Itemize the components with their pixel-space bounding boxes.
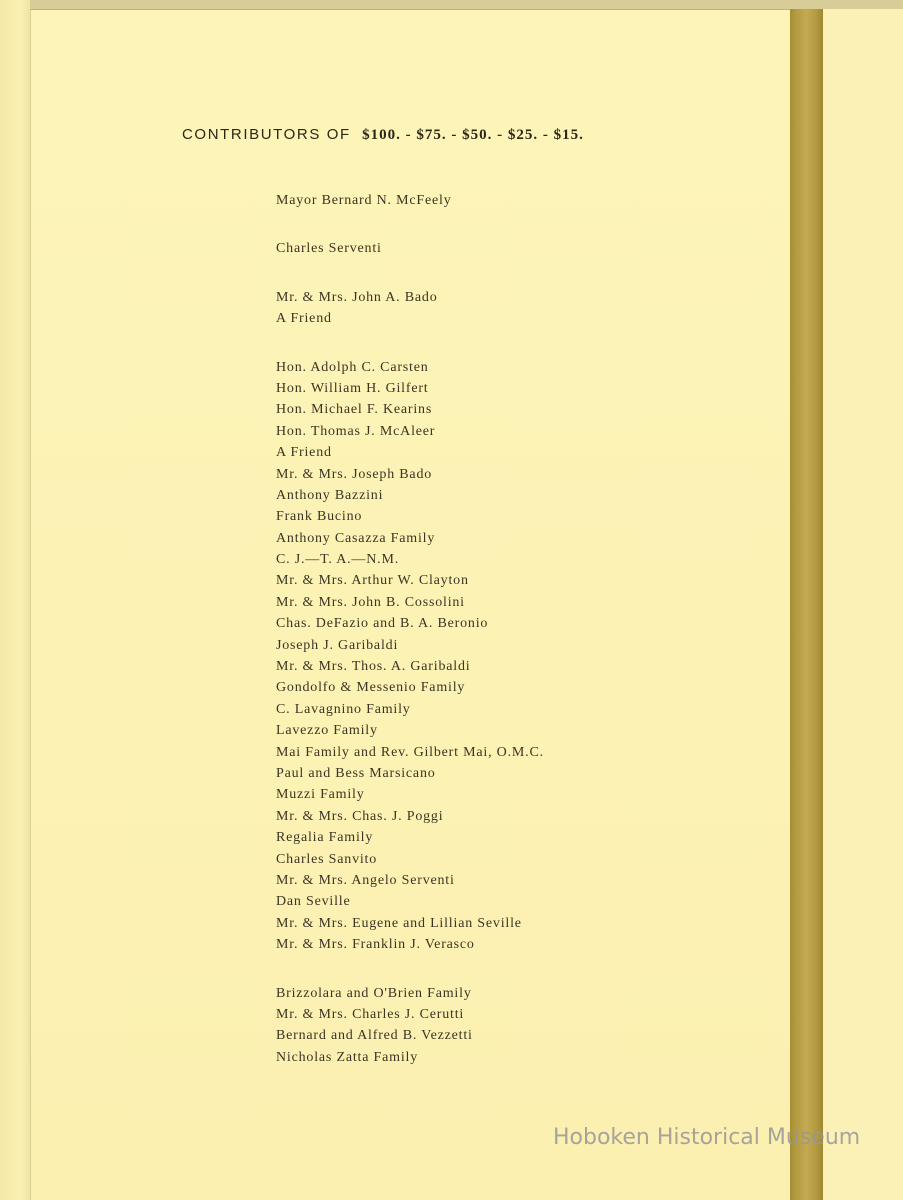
contributor-name: Gondolfo & Messenio Family	[276, 680, 466, 696]
contributor-group	[276, 190, 776, 211]
page-top-edge	[30, 0, 903, 10]
contributor-name: Hon. Thomas J. McAleer	[276, 423, 436, 439]
contributor-name: A Friend	[276, 311, 332, 327]
contributor-name: Brizzolara and O'Brien Family	[276, 985, 472, 1001]
contributor-name: C. J.—T. A.—N.M.	[276, 552, 399, 568]
contributor-name: Muzzi Family	[276, 787, 365, 803]
page-binding-edge	[0, 0, 31, 1200]
gold-decorative-band	[790, 9, 823, 1200]
contributor-name: Charles Sanvito	[276, 851, 378, 867]
contributor-name: Mr. & Mrs. John A. Bado	[276, 289, 438, 305]
contributor-name: Anthony Casazza Family	[276, 530, 436, 546]
contributor-group	[276, 357, 776, 956]
museum-watermark: Hoboken Historical Museum	[553, 1125, 861, 1150]
contributor-name: Joseph J. Garibaldi	[276, 637, 399, 653]
contributor-name: Frank Bucino	[276, 509, 363, 525]
contributor-name: Charles Serventi	[276, 241, 382, 257]
contributor-name: Chas. DeFazio and B. A. Beronio	[276, 616, 489, 632]
contributor-name: Mai Family and Rev. Gilbert Mai, O.M.C.	[276, 744, 544, 760]
contributor-name: Bernard and Alfred B. Vezzetti	[276, 1028, 473, 1044]
contributor-name: Mr. & Mrs. Franklin J. Verasco	[276, 937, 475, 953]
heading-amounts: $100. - $75. - $50. - $25. - $15.	[362, 127, 584, 143]
contributor-group	[276, 238, 776, 259]
contributor-group	[276, 287, 776, 330]
contributor-name: Mr. & Mrs. Charles J. Cerutti	[276, 1006, 465, 1022]
page-right-margin	[823, 9, 903, 1200]
contributor-name: Regalia Family	[276, 830, 374, 846]
contributor-group	[276, 983, 776, 1069]
contributors-heading	[182, 124, 584, 146]
contributor-name: Mr. & Mrs. Chas. J. Poggi	[276, 808, 444, 824]
contributor-name: Mr. & Mrs. Arthur W. Clayton	[276, 573, 469, 589]
contributor-name: Dan Seville	[276, 894, 351, 910]
contributor-name: Lavezzo Family	[276, 723, 378, 739]
contributor-name: Paul and Bess Marsicano	[276, 765, 436, 781]
contributor-name: Mr. & Mrs. Angelo Serventi	[276, 872, 455, 888]
contributor-name: Nicholas Zatta Family	[276, 1049, 418, 1065]
contributor-name: Mr. & Mrs. John B. Cossolini	[276, 594, 465, 610]
contributors-list	[276, 190, 776, 1095]
contributor-name: Hon. William H. Gilfert	[276, 380, 429, 396]
contributor-name: Mr. & Mrs. Eugene and Lillian Seville	[276, 915, 522, 931]
contributor-name: Hon. Adolph C. Carsten	[276, 359, 429, 375]
contributor-name: Mayor Bernard N. McFeely	[276, 193, 452, 208]
contributor-name: A Friend	[276, 445, 332, 461]
heading-label: CONTRIBUTORS OF	[182, 126, 351, 143]
contributor-name: Mr. & Mrs. Thos. A. Garibaldi	[276, 659, 471, 675]
contributor-name: Hon. Michael F. Kearins	[276, 402, 433, 418]
contributor-name: Mr. & Mrs. Joseph Bado	[276, 466, 433, 482]
contributor-name: C. Lavagnino Family	[276, 701, 411, 717]
contributor-name: Anthony Bazzini	[276, 487, 384, 503]
